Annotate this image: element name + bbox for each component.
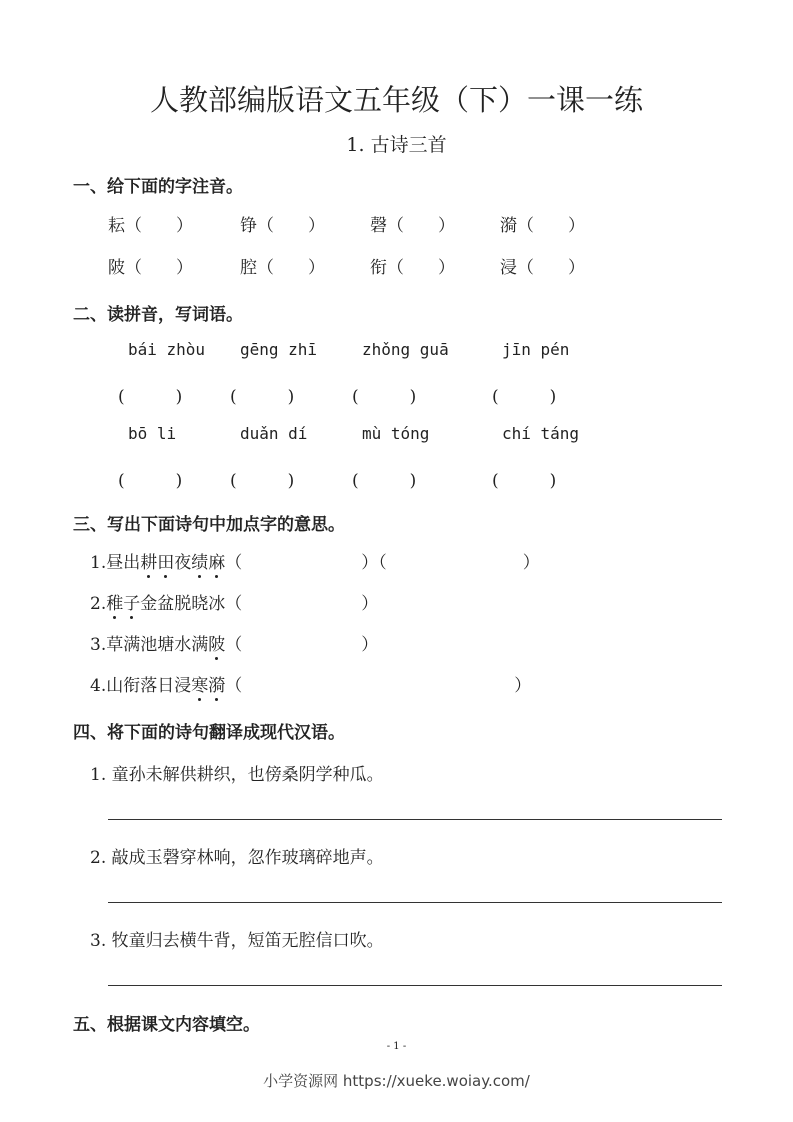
pinyin-label: duǎn dí — [240, 424, 308, 443]
char: 夜 — [174, 553, 192, 573]
pinyin-label: zhǒng guā — [362, 340, 449, 359]
char: 满 — [191, 635, 209, 655]
char: 金 — [140, 594, 158, 614]
phonetic-item[interactable]: 陂（ ） — [108, 258, 193, 278]
char: 池 — [140, 635, 158, 655]
section-3-heading: 三、写出下面诗句中加点字的意思。 — [73, 515, 345, 535]
char: 盆 — [157, 594, 175, 614]
item-number: 4. — [90, 676, 107, 696]
pinyin-label: bái zhòu — [128, 340, 206, 359]
meaning-item — [90, 589, 378, 614]
phonetic-item[interactable]: 漪（ ） — [500, 216, 585, 236]
answer-line-1[interactable] — [108, 819, 722, 820]
item-number: 1. — [90, 553, 107, 573]
dotted-char: 田 — [157, 548, 174, 573]
section-2-heading: 二、读拼音，写词语。 — [73, 305, 243, 325]
section-1-heading: 一、给下面的字注音。 — [73, 177, 243, 197]
phonetic-item[interactable]: 腔（ ） — [240, 258, 325, 278]
dotted-char: 稚 — [106, 589, 123, 614]
pinyin-label: mù tóng — [362, 424, 430, 443]
word-blank[interactable]: ( ) — [230, 471, 295, 491]
pinyin-label: bō li — [128, 424, 177, 443]
char: 脱 — [174, 594, 192, 614]
item-number: 3. — [90, 635, 107, 655]
char: 出 — [123, 553, 141, 573]
phonetic-item[interactable]: 铮（ ） — [240, 216, 325, 236]
char: 昼 — [106, 553, 124, 573]
word-blank[interactable]: ( ) — [118, 471, 183, 491]
char: 山 — [106, 676, 124, 696]
dotted-char: 漪 — [208, 671, 225, 696]
meaning-item — [90, 671, 531, 696]
pinyin-label: gēng zhī — [240, 340, 318, 359]
word-blank[interactable]: ( ) — [492, 471, 557, 491]
pinyin-label: chí táng — [502, 424, 580, 443]
item-number: 2. — [90, 594, 107, 614]
char: 草 — [106, 635, 124, 655]
char: 塘 — [157, 635, 175, 655]
section-5-heading: 五、根据课文内容填空。 — [73, 1015, 260, 1035]
char: 浸 — [174, 676, 192, 696]
answer-blank[interactable]: （ ） — [225, 635, 379, 655]
section-4-heading: 四、将下面的诗句翻译成现代汉语。 — [73, 723, 345, 743]
page-title: 人教部编版语文五年级（下）一课一练 — [149, 83, 643, 117]
meaning-item — [90, 548, 540, 573]
char: 日 — [157, 676, 175, 696]
meaning-item — [90, 630, 378, 655]
translation-item-2: 2. 敲成玉磬穿林响，忽作玻璃碎地声。 — [90, 848, 384, 868]
answer-blank[interactable]: （ ）（ ） — [225, 553, 540, 573]
answer-blank[interactable]: （ ） — [225, 594, 379, 614]
word-blank[interactable]: ( ) — [118, 387, 183, 407]
word-blank[interactable]: ( ) — [230, 387, 295, 407]
translation-item-1: 1. 童孙未解供耕织，也傍桑阴学种瓜。 — [90, 765, 384, 785]
char: 衔 — [123, 676, 141, 696]
char: 水 — [174, 635, 192, 655]
phonetic-item[interactable]: 耘（ ） — [108, 216, 193, 236]
phonetic-item[interactable]: 浸（ ） — [500, 258, 585, 278]
answer-line-3[interactable] — [108, 985, 722, 986]
lesson-title: 1. 古诗三首 — [346, 134, 447, 156]
footer-watermark: 小学资源网 https://xueke.woiay.com/ — [263, 1072, 530, 1090]
dotted-char: 子 — [123, 589, 140, 614]
pinyin-label: jīn pén — [502, 340, 570, 359]
translation-item-3: 3. 牧童归去横牛背，短笛无腔信口吹。 — [90, 931, 384, 951]
dotted-char: 麻 — [208, 548, 225, 573]
phonetic-item[interactable]: 衔（ ） — [370, 258, 455, 278]
char: 落 — [140, 676, 158, 696]
word-blank[interactable]: ( ) — [352, 471, 417, 491]
dotted-char: 绩 — [191, 548, 208, 573]
page-number: - 1 - — [386, 1041, 407, 1052]
word-blank[interactable]: ( ) — [492, 387, 557, 407]
dotted-char: 陂 — [208, 630, 225, 655]
char: 冰 — [208, 594, 226, 614]
char: 晓 — [191, 594, 209, 614]
phonetic-item[interactable]: 磬（ ） — [370, 216, 455, 236]
dotted-char: 寒 — [191, 671, 208, 696]
answer-blank[interactable]: （ ） — [225, 676, 532, 696]
answer-line-2[interactable] — [108, 902, 722, 903]
word-blank[interactable]: ( ) — [352, 387, 417, 407]
dotted-char: 耕 — [140, 548, 157, 573]
char: 满 — [123, 635, 141, 655]
